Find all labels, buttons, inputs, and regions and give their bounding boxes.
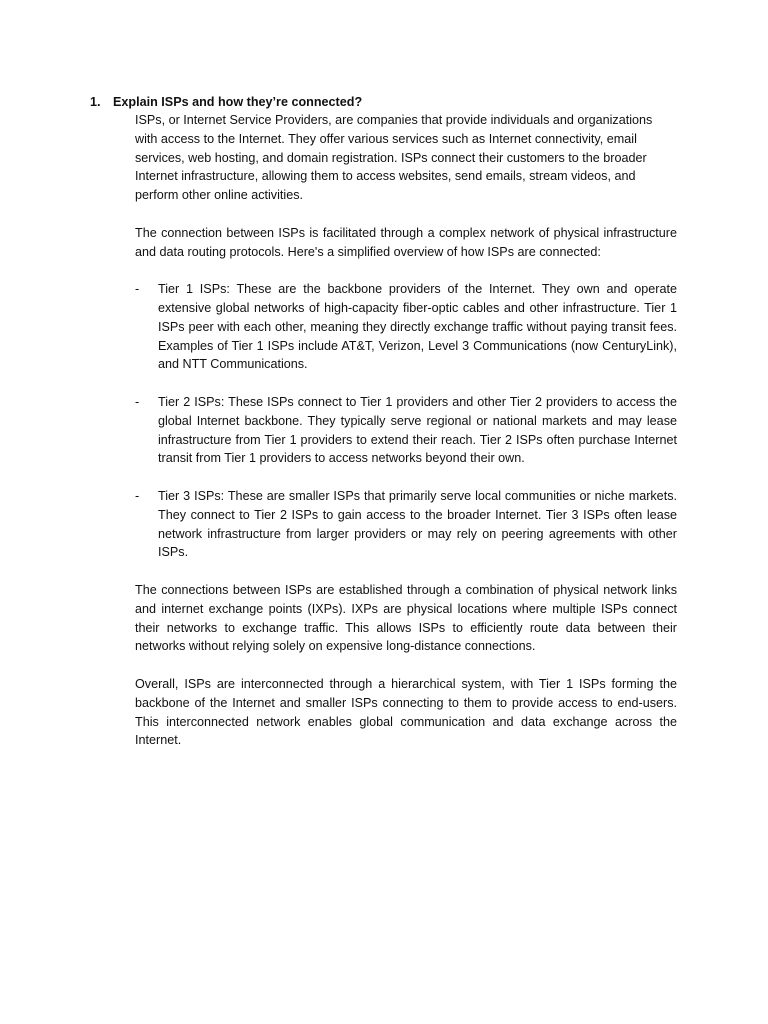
question-title: Explain ISPs and how they’re connected? [113,95,363,109]
list-item [135,487,677,562]
tier1-text: Tier 1 ISPs: These are the backbone providers of the Internet. They own and operate extensive global networks of high-capacity fiber-optic cables and other infrastructure. Tier 1 ISPs peer with each other, meaning they directly exchange traffic without paying transit fees. Examples of Tier 1 ISPs include AT&T, Verizon, Level 3 Communications (now CenturyLink), and NTT Communications. [158,282,677,372]
question-heading [90,93,362,112]
tier2-text: Tier 2 ISPs: These ISPs connect to Tier 1 providers and other Tier 2 providers to access the global Internet backbone. They typically serve regional or national markets and may lease infrastructure from Tier 1 providers to extend their reach. Tier 2 ISPs often purchase Internet transit from Tier 1 providers to access networks beyond their own. [158,394,677,466]
question-number: 1. [90,95,101,109]
list-item [135,280,677,374]
intro-paragraph: ISPs, or Internet Service Providers, are companies that provide individuals and organizations with access to the Internet. They offer various services such as Internet connectivity, email services, web hosting, and domain registration. ISPs connect their customers to the broader Internet infrastructure, allowing them to access websites, send emails, stream videos, and perform other online activities. [135,113,653,203]
overall-paragraph: Overall, ISPs are interconnected through a hierarchical system, with Tier 1 ISPs forming the backbone of the Internet and smaller ISPs connecting to them to provide access to end-users. This interconnected network enables global communication and data exchange across the Internet. [135,676,677,748]
list-item [135,393,677,468]
answer-body [135,111,677,769]
list-marker: - [135,488,140,503]
ixp-paragraph: The connections between ISPs are established through a combination of physical network links and internet exchange points (IXPs). IXPs are physical locations where multiple ISPs connect their networks to exchange traffic. This allows ISPs to efficiently route data between their networks without relying solely on expensive long-distance connections. [135,582,677,654]
list-marker: - [135,282,140,297]
list-marker: - [135,394,140,409]
tier3-text: Tier 3 ISPs: These are smaller ISPs that primarily serve local communities or niche markets. They connect to Tier 2 ISPs to gain access to the broader Internet. Tier 3 ISPs often lease network infrastructure from larger providers or may rely on peering agreements with other ISPs. [158,488,677,560]
connection-paragraph: The connection between ISPs is facilitated through a complex network of physical infrastructure and data routing protocols. Here's a simplified overview of how ISPs are connected: [135,225,677,259]
